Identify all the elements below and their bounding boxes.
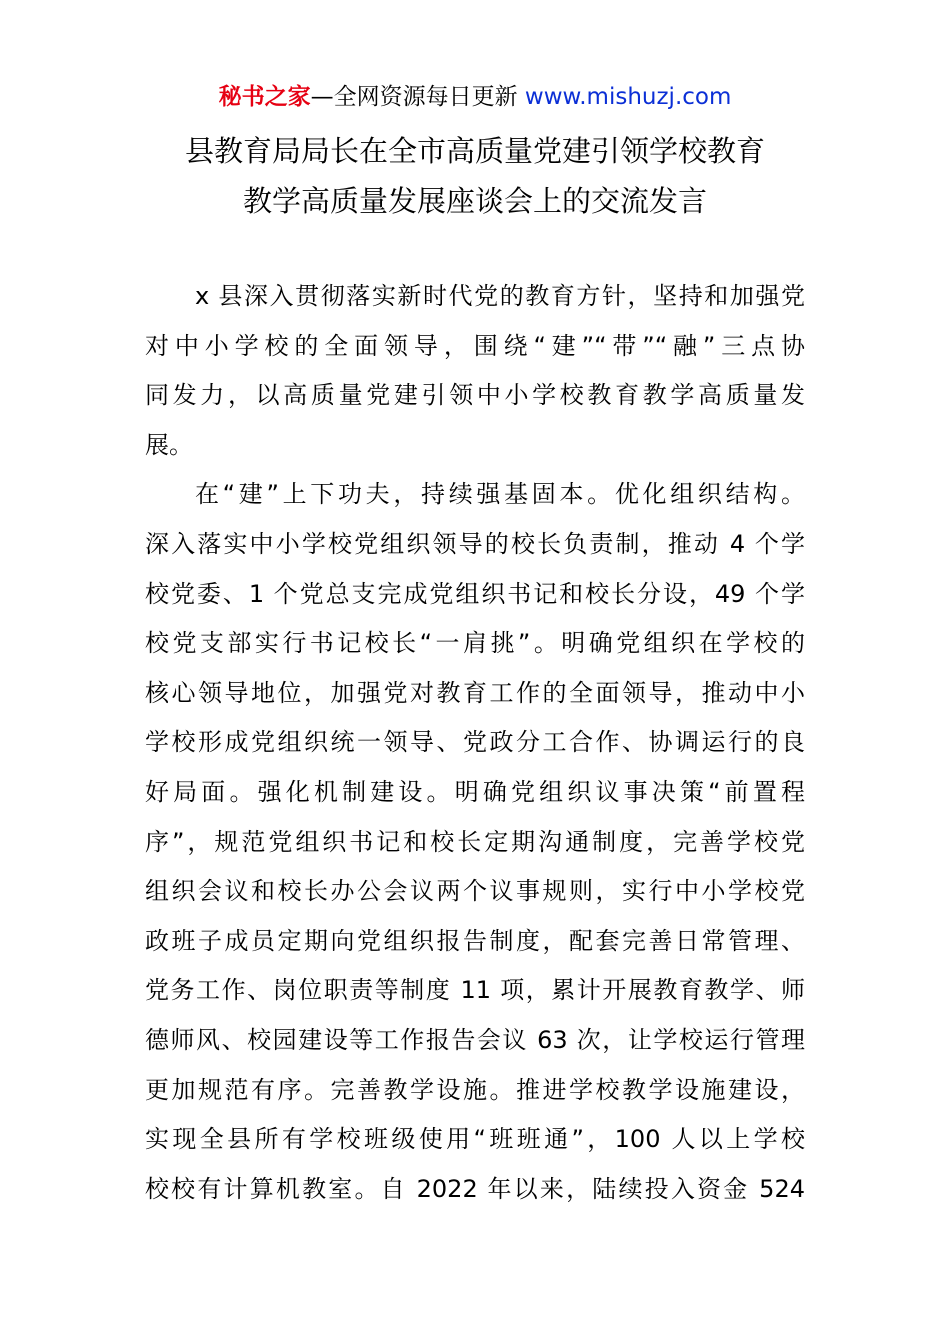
header-tagline: —全网资源每日更新 xyxy=(310,84,525,110)
text-line: 校党委、1 个党总支完成党组织书记和校长分设，49 个学 xyxy=(145,579,805,608)
document-body xyxy=(145,272,805,1214)
text-line: 政班子成员定期向党组织报告制度，配套完善日常管理、 xyxy=(145,926,805,955)
text-line: x 县深入贯彻落实新时代党的教育方针，坚持和加强党 xyxy=(195,282,805,310)
text-line: 对中小学校的全面领导，围绕“建”“带”“融”三点协 xyxy=(145,331,805,360)
text-line: 好局面。强化机制建设。明确党组织议事决策“前置程 xyxy=(145,777,805,806)
text-line: 组织会议和校长办公会议两个议事规则，实行中小学校党 xyxy=(145,877,805,906)
text-line: 核心领导地位，加强党对教育工作的全面领导，推动中小 xyxy=(145,678,805,707)
text-line: 学校形成党组织统一领导、党政分工合作、协调运行的良 xyxy=(145,728,805,757)
text-line: 同发力，以高质量党建引领中小学校教育教学高质量发 xyxy=(145,381,805,410)
text-line: 深入落实中小学校党组织领导的校长负责制，推动 4 个学 xyxy=(145,529,805,558)
text-line: 德师风、校园建设等工作报告会议 63 次，让学校运行管理 xyxy=(145,1025,805,1054)
site-url-link[interactable]: www.mishuzj.com xyxy=(524,84,732,110)
text-line: 校党支部实行书记校长“一肩挑”。明确党组织在学校的 xyxy=(145,629,805,658)
text-line: 展。 xyxy=(145,430,193,459)
text-line: 党务工作、岗位职责等制度 11 项，累计开展教育教学、师 xyxy=(145,976,805,1005)
paragraph-2 xyxy=(145,470,805,1214)
text-line: 序”，规范党组织书记和校长定期沟通制度，完善学校党 xyxy=(145,827,805,856)
brand-name: 秘书之家 xyxy=(218,84,311,110)
title-line-2: 教学高质量发展座谈会上的交流发言 xyxy=(242,184,707,218)
text-line: 在“建”上下功夫，持续强基固本。优化组织结构。 xyxy=(195,480,805,509)
text-line: 校校有计算机教室。自 2022 年以来，陆续投入资金 524 xyxy=(145,1174,805,1203)
text-line: 实现全县所有学校班级使用“班班通”，100 人以上学校 xyxy=(145,1125,805,1154)
text-line: 更加规范有序。完善教学设施。推进学校教学设施建设， xyxy=(145,1075,805,1104)
site-header xyxy=(0,80,950,114)
paragraph-1 xyxy=(145,272,805,470)
title-line-1: 县教育局局长在全市高质量党建引领学校教育 xyxy=(184,134,765,168)
document-title xyxy=(0,126,950,226)
